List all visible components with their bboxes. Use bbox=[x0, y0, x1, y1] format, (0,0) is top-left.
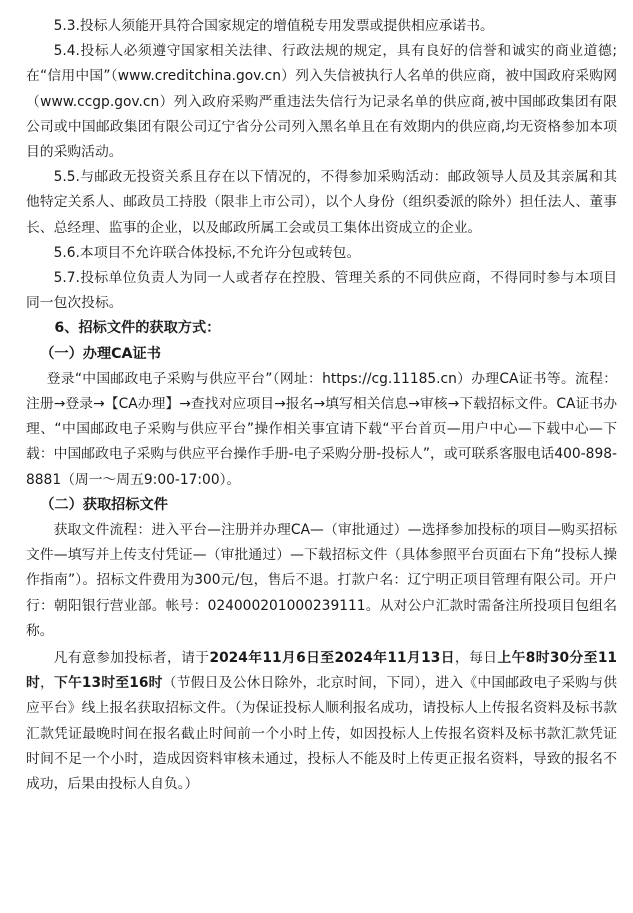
clause-5-5: 5.5.与邮政无投资关系且存在以下情况的，不得参加采购活动：邮政领导人员及其亲属和其他特定关系人、邮政员工持股（限非上市公司），以个人身份（组织委派的除外）担任法人、董事长、总经理、监事的企业，以及邮政所属工会或员工集体出资成立的企业。 bbox=[26, 169, 617, 236]
clause-5-4: 5.4.投标人必须遵守国家相关法律、行政法规的规定，具有良好的信誉和诚实的商业道德;在“信用中国”（www.creditchina.gov.cn）列入失信被执行人名单的供应商，被中国政府采购网（www.ccgp.gov.cn）列入政府采购严重违法失信行为记录名单的供应商,被中国邮政集团有限公司或中国邮政集团有限公司辽宁省分公司列入黑名单且在有效期内的供应商,均无资格参加本项目的采购活动。 bbox=[26, 43, 617, 161]
registration-morning-hours: 上午8时30分至11时 bbox=[26, 650, 618, 692]
registration-sep-1: ，每日 bbox=[454, 650, 498, 667]
registration-intro: 凡有意参加投标者，请于 bbox=[53, 650, 210, 667]
clause-5-3: 5.3.投标人须能开具符合国家规定的增值税专用发票或提供相应承诺书。 bbox=[53, 18, 494, 34]
registration-sep-2: ， bbox=[39, 675, 54, 692]
clause-5-6: 5.6.本项目不允许联合体投标,不允许分包或转包。 bbox=[53, 244, 361, 261]
section-6-heading: 6、招标文件的获取方式： bbox=[54, 320, 221, 337]
clause-5-7: 5.7.投标单位负责人为同一人或者存在控股、管理关系的不同供应商，不得同时参与本项目同一包次投标。 bbox=[26, 270, 617, 312]
registration-paragraph bbox=[26, 646, 617, 797]
ca-certificate-heading: （一）办理CA证书 bbox=[40, 345, 161, 362]
obtain-documents-body: 获取文件流程：进入平台—注册并办理CA—（审批通过）—选择参加投标的项目—购买招标文件—填写并上传支付凭证—（审批通过）—下载招标文件（具体参照平台页面右下角“投标人操作指南”）。招标文件费用为300元/包，售后不退。打款户名：辽宁明正项目管理有限公司。开户行：朝阳银行营业部。帐号：024000201000239111。从对公户汇款时需备注所投项目包组名称。 bbox=[26, 522, 617, 639]
obtain-documents-heading: （二）获取招标文件 bbox=[40, 496, 168, 513]
registration-details: （节假日及公休日除外，北京时间，下同），进入《中国邮政电子采购与供应平台》线上报名获取招标文件。（为保证投标人顺利报名成功，请投标人上传报名资料及标书款汇款凭证最晚时间在报名截止时间前一个小时上传，如因投标人上传报名资料及标书款汇款凭证时间不足一个小时，造成因资料审核未通过，投标人不能及时上传更正报名资料，导致的报名不成功，后果由投标人自负。） bbox=[26, 675, 617, 793]
registration-dates: 2024年11月6日至2024年11月13日 bbox=[209, 650, 455, 667]
ca-certificate-body: 登录“中国邮政电子采购与供应平台”（网址：https://cg.11185.cn）办理CA证书等。流程：注册→登录→【CA办理】→查找对应项目→报名→填写相关信息→审核→下载招标文件。CA证书办理、“中国邮政电子采购与供应平台”操作相关事宜请下载“平台首页—用户中心—下载中心—下载：中国邮政电子采购与供应平台操作手册-电子采购分册-投标人”，或可联系客服电话400-898-8881（周一～周五9:00-17:00）。 bbox=[26, 370, 617, 488]
registration-afternoon-hours: 下午13时至16时 bbox=[53, 675, 163, 692]
